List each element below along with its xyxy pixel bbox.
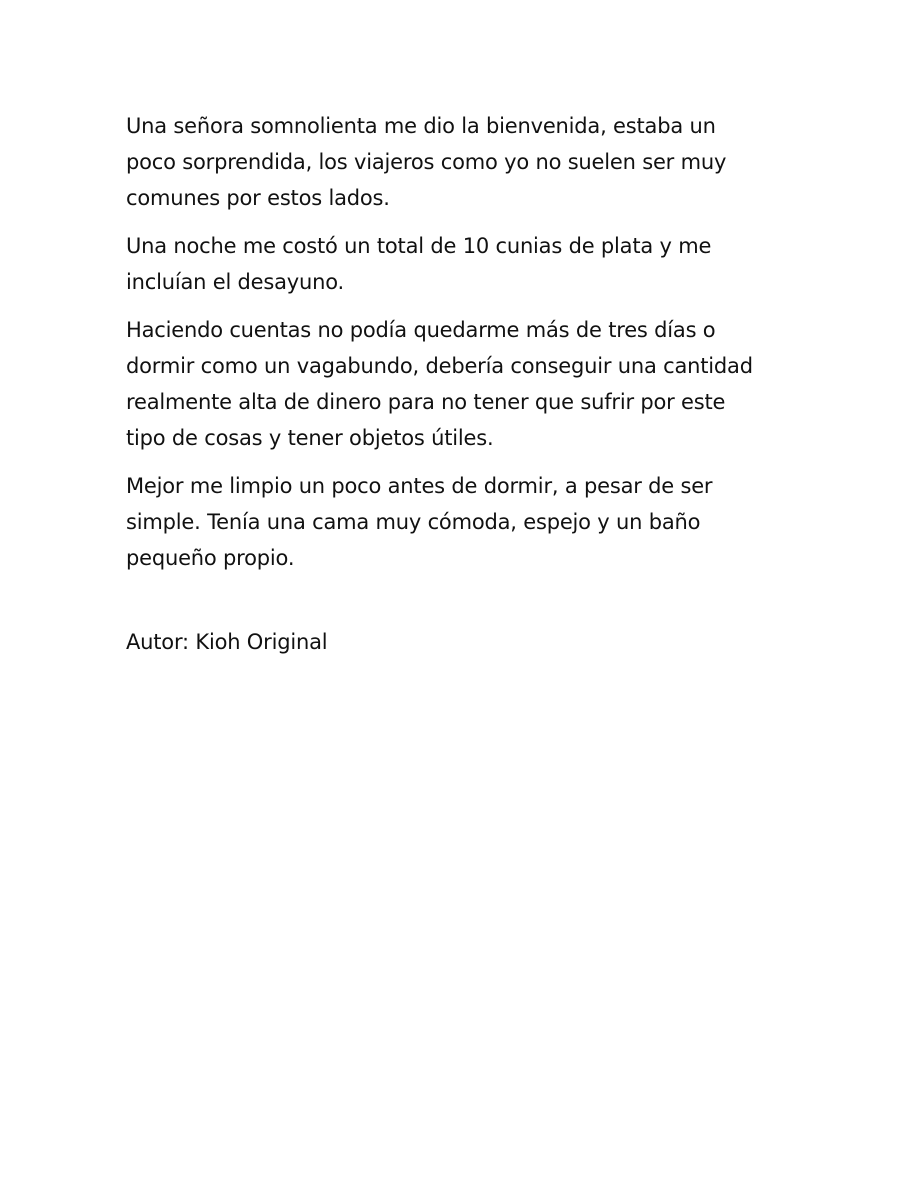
paragraph-3 — [126, 312, 786, 456]
document-body — [126, 108, 786, 660]
text-line: pequeño propio. — [126, 546, 295, 570]
text-line: Haciendo cuentas no podía quedarme más de tres días o — [126, 318, 716, 342]
blank-line — [126, 588, 786, 624]
text-line: realmente alta de dinero para no tener que sufrir por este — [126, 390, 726, 414]
text-line: tipo de cosas y tener objetos útiles. — [126, 426, 494, 450]
text-line: poco sorprendida, los viajeros como yo no suelen ser muy — [126, 150, 727, 174]
text-line: Mejor me limpio un poco antes de dormir, a pesar de ser — [126, 474, 713, 498]
text-line: comunes por estos lados. — [126, 186, 390, 210]
paragraph-1 — [126, 108, 786, 216]
text-line: simple. Tenía una cama muy cómoda, espejo y un baño — [126, 510, 701, 534]
paragraph-4 — [126, 468, 786, 576]
text-line: dormir como un vagabundo, debería conseguir una cantidad — [126, 354, 753, 378]
paragraph-2 — [126, 228, 786, 300]
text-line: Una señora somnolienta me dio la bienvenida, estaba un — [126, 114, 716, 138]
text-line: incluían el desayuno. — [126, 270, 345, 294]
author-line: Autor: Kioh Original — [126, 630, 328, 654]
text-line: Una noche me costó un total de 10 cunias de plata y me — [126, 234, 712, 258]
